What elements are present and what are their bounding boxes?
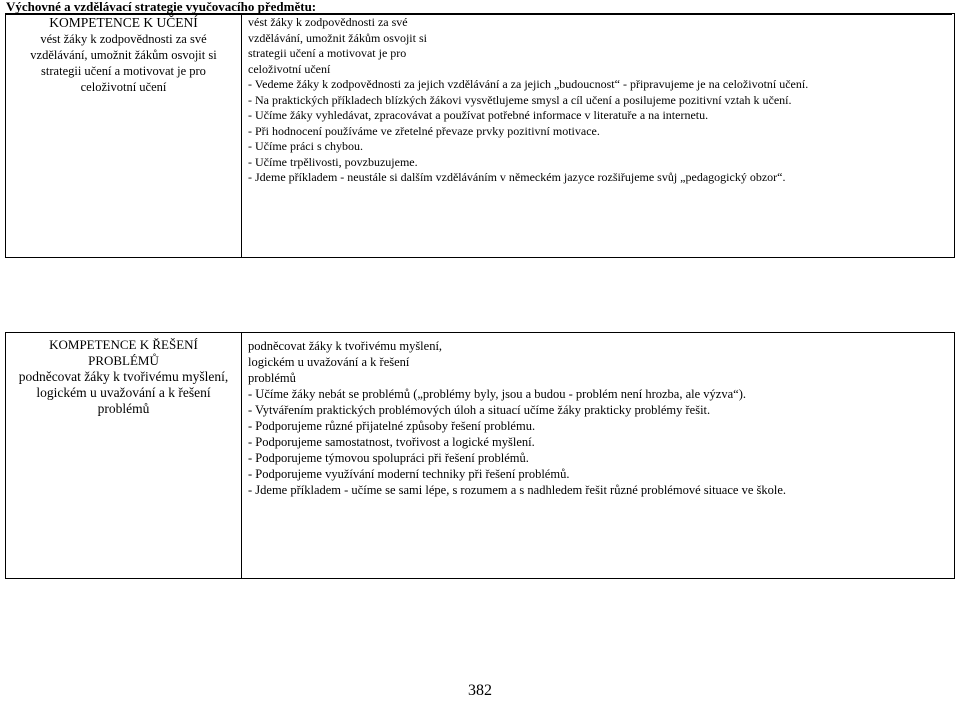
strategy-item: - Učíme práci s chybou.	[248, 139, 363, 153]
competence-name-cell	[6, 14, 242, 258]
strategy-line: vzdělávání, umožnit žákům osvojit si	[248, 30, 427, 45]
strategy-line: podněcovat žáky k tvořivému myšlení,	[248, 339, 443, 353]
strategy-item: - Na praktických příkladech blízkých žákovi vysvětlujeme smysl a cíl učení a posilujeme pozitivní vztah k učení.	[248, 92, 792, 107]
strategy-item: - Podporujeme týmovou spolupráci při řešení problémů.	[248, 451, 529, 465]
strategy-item: - Vedeme žáky k zodpovědnosti za jejich vzdělávání a za jejich „budoucnost“ - připravujeme je na celoživotní učení.	[248, 77, 809, 91]
strategy-item: - Vytvářením praktických problémových úloh a situací učíme žáky prakticky problémy řešit.	[248, 403, 711, 417]
competence-table-problem-solving	[5, 332, 955, 579]
strategy-item: - Podporujeme využívání moderní techniky při řešení problémů.	[248, 467, 570, 481]
strategy-item: - Při hodnocení používáme ve zřetelné převaze prvky pozitivní motivace.	[248, 123, 600, 138]
strategy-item: - Učíme žáky nebát se problémů („problémy byly, jsou a budou - problém není hrozba, ale výzva“).	[248, 387, 746, 401]
competence-description-line: vést žáky k zodpovědnosti za své	[40, 32, 207, 46]
strategy-cell	[242, 14, 955, 258]
strategy-line: celoživotní učení	[248, 61, 331, 76]
strategy-item: - Jdeme příkladem - neustále si dalším vzděláváním v německém jazyce rozšiřujeme svůj „pedagogický obzor“.	[248, 170, 786, 184]
strategy-item: - Učíme žáky vyhledávat, zpracovávat a používat potřebné informace v literatuře a na internetu.	[248, 108, 709, 122]
competence-title: PROBLÉMŮ	[88, 353, 159, 368]
competence-description-line: podněcovat žáky k tvořivému myšlení,	[18, 369, 229, 384]
section-heading: Výchovné a vzdělávací strategie vyučovacího předmětu:	[6, 0, 952, 15]
strategy-line: logickém u uvažování a k řešení	[248, 355, 410, 369]
competence-title: KOMPETENCE K ŘEŠENÍ	[49, 337, 198, 352]
competence-description-line: strategii učení a motivovat je pro	[41, 64, 206, 78]
strategy-line: problémů	[248, 371, 296, 385]
competence-description-line: celoživotní učení	[80, 80, 167, 94]
strategy-line: vést žáky k zodpovědnosti za své	[248, 15, 408, 29]
competence-name-cell	[6, 333, 242, 579]
competence-description-line: vzdělávání, umožnit žákům osvojit si	[30, 48, 217, 62]
strategy-line: strategii učení a motivovat je pro	[248, 46, 407, 60]
strategy-item: - Podporujeme samostatnost, tvořivost a logické myšlení.	[248, 435, 535, 449]
strategy-item: - Učíme trpělivosti, povzbuzujeme.	[248, 154, 418, 169]
competence-description-line: problémů	[97, 401, 150, 416]
strategy-item: - Jdeme příkladem - učíme se sami lépe, s rozumem a s nadhledem řešit různé problémové situace ve škole.	[248, 483, 787, 497]
page-number: 382	[468, 682, 492, 699]
competence-description-line: logickém u uvažování a k řešení	[36, 385, 211, 400]
strategy-cell	[242, 333, 955, 579]
competence-title: KOMPETENCE K UČENÍ	[49, 15, 198, 30]
strategy-item: - Podporujeme různé přijatelné způsoby řešení problému.	[248, 419, 536, 433]
competence-table-learning	[5, 13, 955, 258]
